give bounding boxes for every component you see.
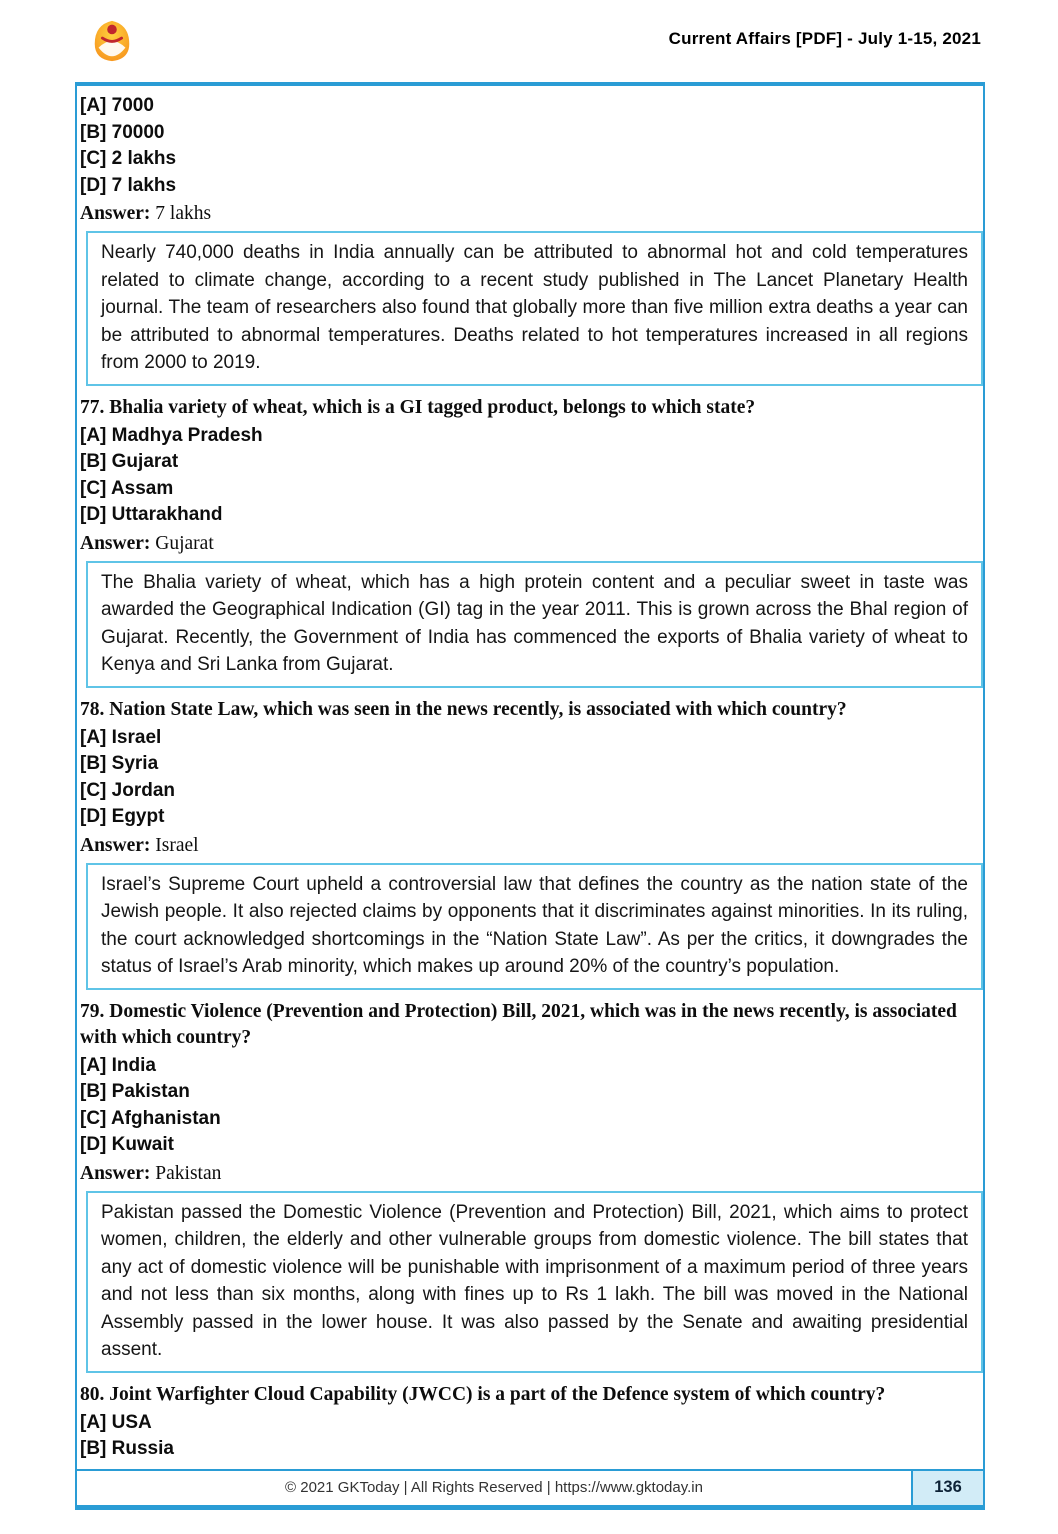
- answer-value: Pakistan: [155, 1162, 222, 1184]
- question-block-80: [80, 1382, 983, 1463]
- answer-label: Answer:: [80, 203, 151, 224]
- copyright-text: © 2021 GKToday | All Rights Reserved | https://www.gktoday.in: [285, 1479, 703, 1496]
- answer-value: Israel: [155, 834, 199, 856]
- answer-label: Answer:: [80, 532, 151, 554]
- page-number: 136: [911, 1471, 983, 1505]
- question-text: 77. Bhalia variety of wheat, which is a GI tagged product, belongs to which state?: [80, 396, 756, 418]
- question-text: 78. Nation State Law, which was seen in the news recently, is associated with which country?: [80, 698, 847, 720]
- option-b: [B] Russia: [80, 1438, 174, 1459]
- page-header: [75, 0, 985, 82]
- option-a: [A] USA: [80, 1411, 152, 1433]
- option-d: [D] 7 lakhs: [80, 174, 177, 196]
- option-c: [C] Assam: [80, 477, 174, 499]
- option-a: [A] 7000: [80, 95, 154, 116]
- question-block-previous: [80, 93, 983, 386]
- explanation-box: The Bhalia variety of wheat, which has a high protein content and a peculiar sweet in taste was awarded the Geographical Indication (GI) tag in the year 2011. This is grown across the Bhal region of Gujarat. Recently, the Government of India has commenced the exports of Bhalia variety of wheat to Kenya and Sri Lanka from Gujarat.: [86, 561, 983, 688]
- option-c: [C] Afghanistan: [80, 1107, 221, 1129]
- option-a: [A] Israel: [80, 726, 162, 748]
- explanation-box: Israel’s Supreme Court upheld a controversial law that defines the country as the nation state of the Jewish people. It also rejected claims by opponents that it discriminates against minorities. In its ruling, the court acknowledged shortcomings in the “Nation State Law”. As per the critics, it downgrades the status of Israel’s Arab minority, which makes up around 20% of the country’s population.: [86, 863, 983, 990]
- document-title: Current Affairs [PDF] - July 1-15, 2021: [668, 29, 981, 48]
- question-block-77: [80, 395, 983, 688]
- option-a: [A] India: [80, 1054, 156, 1076]
- answer-value: Gujarat: [155, 532, 214, 554]
- option-d: [D] Uttarakhand: [80, 504, 223, 525]
- page-frame: [75, 82, 985, 1510]
- gktoday-logo-icon: [89, 14, 137, 66]
- option-b: [B] 70000: [80, 121, 165, 143]
- question-text: 80. Joint Warfighter Cloud Capability (JWCC) is a part of the Defence system of which country?: [80, 1383, 886, 1405]
- option-a: [A] Madhya Pradesh: [80, 424, 263, 446]
- answer-label: Answer:: [80, 1162, 151, 1184]
- page-footer: [77, 1469, 983, 1510]
- page-content: [77, 86, 983, 1469]
- question-block-79: [80, 999, 983, 1373]
- option-c: [C] 2 lakhs: [80, 148, 177, 169]
- answer-line: [80, 200, 983, 227]
- option-b: [B] Syria: [80, 753, 159, 774]
- option-b: [B] Pakistan: [80, 1081, 190, 1102]
- question-block-78: [80, 697, 983, 990]
- explanation-box: Nearly 740,000 deaths in India annually can be attributed to abnormal hot and cold temperatures related to climate change, according to a recent study published in The Lancet Planetary Health journal. The team of researchers also found that globally more than five million extra deaths a year can be attributed to abnormal temperatures. Deaths related to hot temperatures increased in all regions from 2000 to 2019.: [86, 231, 983, 386]
- answer-line: [80, 832, 983, 859]
- option-d: [D] Kuwait: [80, 1134, 174, 1155]
- option-b: [B] Gujarat: [80, 451, 179, 472]
- option-d: [D] Egypt: [80, 806, 165, 827]
- answer-line: [80, 530, 983, 557]
- answer-value: 7 lakhs: [155, 203, 212, 224]
- explanation-box: Pakistan passed the Domestic Violence (Prevention and Protection) Bill, 2021, which aims to protect women, children, the elderly and other vulnerable groups from domestic violence. The bill states that any act of domestic violence will be punishable with imprisonment of a maximum period of three years and not less than six months, along with fines up to Rs 1 lakh. The bill was moved in the National Assembly passed in the lower house. It was also passed by the Senate and awaiting presidential assent.: [86, 1191, 983, 1373]
- option-c: [C] Jordan: [80, 779, 175, 801]
- answer-label: Answer:: [80, 834, 151, 856]
- question-text: 79. Domestic Violence (Prevention and Protection) Bill, 2021, which was in the news recently, is associated with which country?: [80, 1000, 957, 1048]
- answer-line: [80, 1160, 983, 1187]
